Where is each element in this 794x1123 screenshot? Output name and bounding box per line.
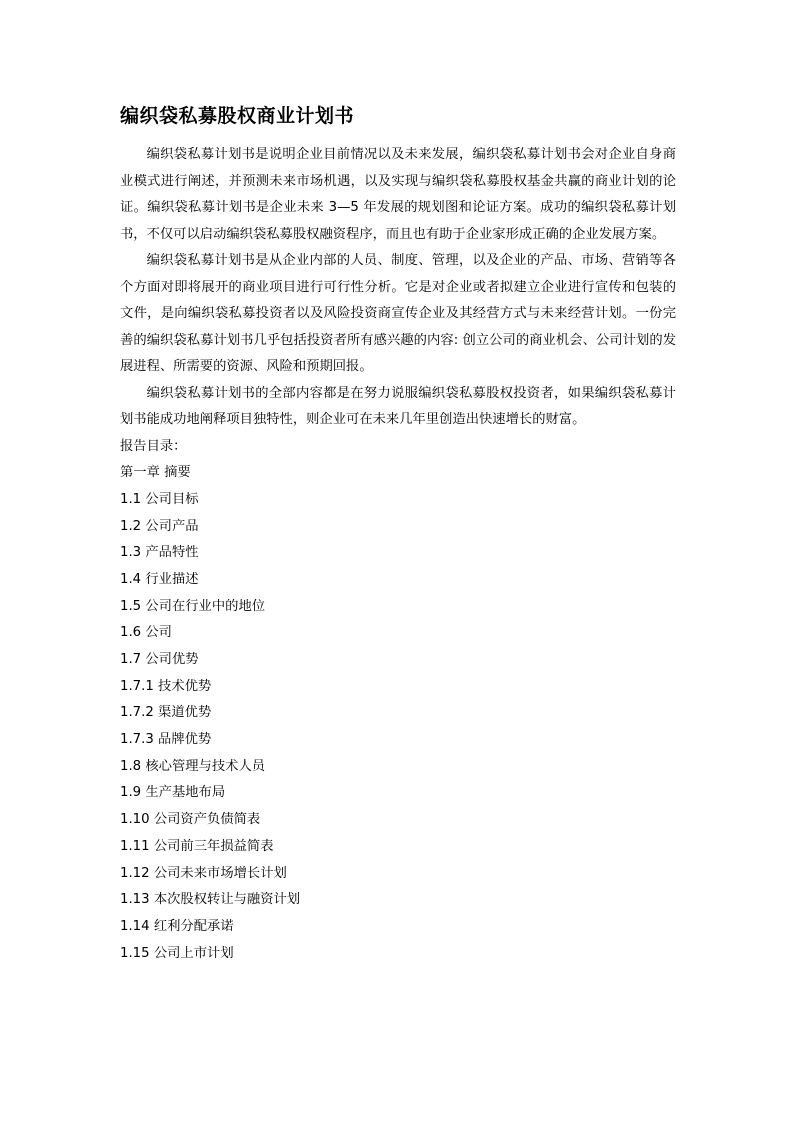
- document-title: 编织袋私募股权商业计划书: [120, 105, 355, 127]
- document-body: [120, 102, 676, 967]
- toc-item: 1.7.2 渠道优势: [120, 705, 212, 721]
- toc-item: 1.14 红利分配承诺: [120, 918, 234, 934]
- toc-item: 1.7.1 技术优势: [120, 678, 212, 694]
- toc-item: 1.9 生产基地布局: [120, 785, 226, 801]
- toc-item: 1.5 公司在行业中的地位: [120, 598, 266, 614]
- toc-item: 1.10 公司资产负债简表: [120, 812, 261, 828]
- toc-item: 1.8 核心管理与技术人员: [120, 758, 266, 774]
- intro-paragraph-2: 编织袋私募计划书是从企业内部的人员、制度、管理，以及企业的产品、市场、营销等各个方面对即将展开的商业项目进行可行性分析。它是对企业或者拟建立企业进行宣传和包装的文件，是向编织袋私募投资者以及风险投资商宣传企业及其经营方式与未来经营计划。一份完善的编织袋私募计划书几乎包括投资者所有感兴趣的内容: 创立公司的商业机会、公司计划的发展进程、所需要的资源、风险和预期回报。: [120, 253, 676, 374]
- report-toc-label: 报告目录：: [120, 438, 187, 454]
- chapter-heading: 第一章 摘要: [120, 465, 191, 481]
- intro-paragraph-1: 编织袋私募计划书是说明企业目前情况以及未来发展，编织袋私募计划书会对企业自身商业模式进行阐述，并预测未来市场机遇，以及实现与编织袋私募股权基金共赢的商业计划的论证。编织袋私募计划书是企业未来 3—5 年发展的规划图和论证方案。成功的编织袋私募计划书，不仅可以启动编织袋私募股权融资程序，而且也有助于企业家形成正确的企业发展方案。: [120, 147, 676, 242]
- toc-item: 1.13 本次股权转让与融资计划: [120, 892, 301, 908]
- toc-item: 1.6 公司: [120, 625, 172, 641]
- toc-item: 1.15 公司上市计划: [120, 945, 234, 961]
- intro-paragraph-3: 编织袋私募计划书的全部内容都是在努力说服编织袋私募股权投资者，如果编织袋私募计划书能成功地阐释项目独特性，则企业可在未来几年里创造出快速增长的财富。: [120, 385, 676, 427]
- toc-item: 1.7 公司优势: [120, 652, 199, 667]
- toc-item: 1.4 行业描述: [120, 571, 199, 587]
- toc-item: 1.12 公司未来市场增长计划: [120, 865, 287, 881]
- toc-item: 1.3 产品特性: [120, 545, 199, 561]
- toc-item: 1.7.3 品牌优势: [120, 732, 212, 748]
- toc-item: 1.11 公司前三年损益简表: [120, 838, 274, 854]
- table-of-contents: [120, 487, 676, 967]
- toc-item: 1.1 公司目标: [120, 491, 199, 507]
- toc-item: 1.2 公司产品: [120, 518, 199, 534]
